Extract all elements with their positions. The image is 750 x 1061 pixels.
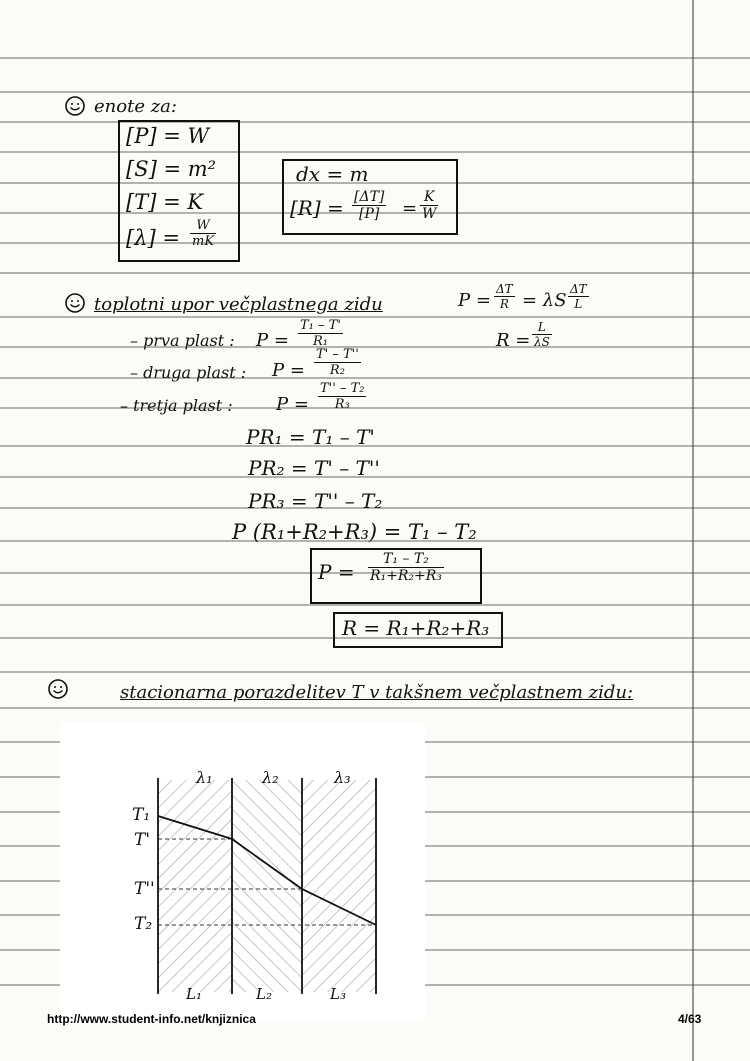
layer-2-frac [314, 347, 361, 378]
boxed-r-text: R = R₁+R₂+R₃ [342, 616, 490, 640]
r-frac1 [352, 189, 386, 222]
unit-p-lhs: [P] [126, 124, 157, 148]
layer-2-lhs: P = [272, 360, 305, 381]
unit-p: [P] = W [126, 124, 210, 148]
eq-pr1: PR₁ = T₁ – T' [246, 425, 375, 449]
unit-lambda-frac [190, 218, 216, 249]
boxed-p-lhs: P = [318, 560, 355, 584]
lambda-3: λ₃ [334, 768, 351, 787]
eq-pr2: PR₂ = T' – T'' [248, 456, 380, 480]
layer-2-region [232, 780, 302, 992]
layer-1-lhs: P = [256, 330, 289, 351]
unit-t: [T] = K [126, 190, 204, 214]
boxed-p-den: R₁+R₂+R₃ [370, 568, 442, 584]
layer-1-den: R₁ [312, 334, 328, 349]
r-eq: = [402, 198, 418, 219]
layer-1-num: T₁ – T' [300, 318, 341, 333]
length-3: L₃ [330, 985, 346, 1003]
eq-pr3: PR₃ = T'' – T₂ [248, 489, 383, 513]
side-p-den2: L [574, 297, 583, 311]
boxed-p-num: T₁ – T₂ [368, 551, 444, 568]
boxed-p-frac [368, 551, 444, 584]
side-p-num2: ΔT [570, 282, 587, 296]
unit-s: [S] = m² [126, 157, 217, 181]
r-frac2 [420, 189, 438, 222]
side-p-frac2 [568, 282, 589, 311]
layer-3-frac [318, 381, 366, 412]
unit-t-rhs: K [187, 190, 204, 214]
unit-lambda-num: W [190, 218, 216, 234]
temp-t2: T₂ [134, 914, 153, 934]
layer-3-den: R₃ [334, 397, 350, 412]
layer-2-label: – druga plast : [130, 363, 247, 382]
side-r-frac [532, 320, 552, 349]
temp-t1: T₁ [132, 805, 151, 825]
unit-lambda: [λ] = [126, 226, 180, 250]
layer-3-region [302, 780, 376, 992]
footer-url: http://www.student-info.net/knjiznica [47, 1012, 256, 1026]
r-frac1-num: [ΔT] [354, 189, 385, 205]
side-p-frac [494, 282, 515, 311]
r-frac2-num: K [420, 189, 438, 206]
side-p-mid: = λS [522, 290, 567, 311]
eq-sum: P (R₁+R₂+R₃) = T₁ – T₂ [232, 520, 477, 544]
layer-2-den: R₂ [329, 363, 345, 378]
units-heading: enote za: [94, 96, 177, 117]
side-r-lhs: R = [496, 330, 531, 351]
r-frac1-den: [P] [359, 206, 380, 222]
unit-lambda-den: mK [192, 234, 215, 249]
unit-t-lhs: [T] [126, 190, 157, 214]
layer-1-label: – prva plast : [130, 331, 235, 350]
layer-3-num: T'' – T₂ [320, 381, 365, 396]
length-1: L₁ [186, 985, 202, 1003]
smiley-icon [64, 95, 86, 117]
smiley-icon [47, 678, 69, 700]
wall-heading: toplotni upor večplastnega zidu [94, 294, 383, 315]
lambda-1: λ₁ [196, 768, 213, 787]
r-line-lhs: [R] = [290, 196, 344, 220]
layer-1-frac [298, 318, 343, 349]
layer-1-region [158, 780, 232, 992]
unit-p-rhs: W [187, 124, 210, 148]
side-p-num: ΔT [496, 282, 513, 296]
temperature-profile-diagram [60, 722, 425, 1020]
smiley-icon [64, 292, 86, 314]
lambda-2: λ₂ [262, 768, 279, 787]
side-p-den: R [499, 297, 509, 311]
temp-t-dprime: T'' [134, 879, 155, 899]
side-p-lhs: P = [458, 290, 491, 311]
layer-3-label: – tretja plast : [120, 396, 233, 415]
side-r-num: L [532, 320, 552, 335]
profile-heading: stacionarna porazdelitev T v takšnem večplastnem zidu: [120, 682, 634, 703]
layer-2-num: T' – T'' [316, 347, 359, 362]
side-r-den: λS [534, 335, 550, 349]
unit-s-lhs: [S] [126, 157, 157, 181]
length-2: L₂ [256, 985, 272, 1003]
temp-t-prime: T' [134, 830, 151, 850]
unit-s-rhs: m² [187, 157, 217, 181]
r-frac2-den: W [422, 206, 437, 222]
footer-page-number: 4/63 [678, 1012, 702, 1026]
dx-line: dx = m [296, 162, 369, 186]
layer-3-lhs: P = [276, 394, 309, 415]
unit-lambda-lhs: [λ] [126, 226, 156, 250]
